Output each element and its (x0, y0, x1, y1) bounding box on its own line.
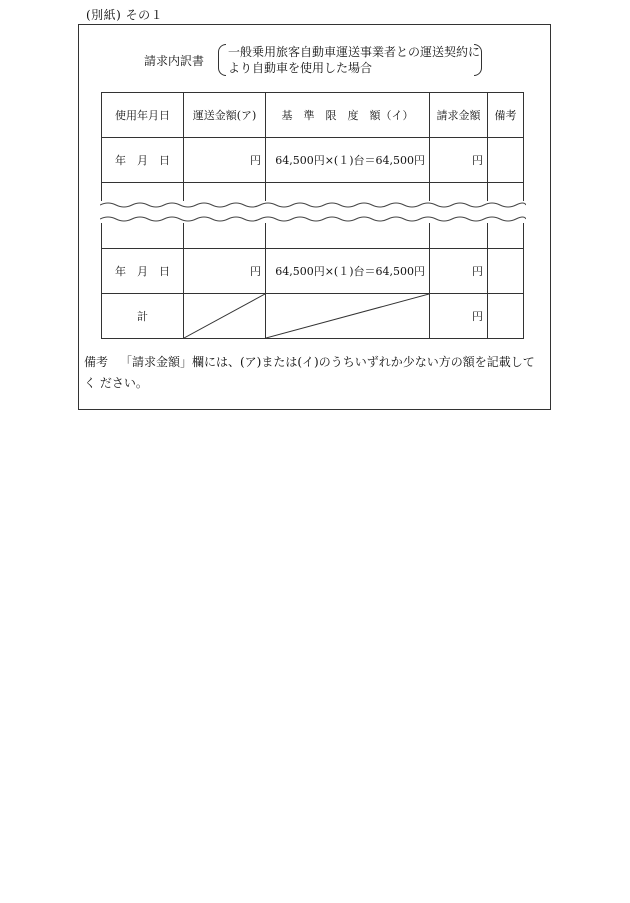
diagonal-line (184, 294, 265, 338)
case-line-1: 一般乗用旅客自動車運送事業者との運送契約に (228, 45, 481, 59)
header-standard-limit: 基 準 限 度 額（イ） (266, 93, 430, 138)
case-line-2: より自動車を使用した場合 (228, 61, 373, 75)
header-usage-date: 使用年月日 (102, 93, 184, 138)
case-description (228, 44, 480, 76)
table-row (102, 249, 524, 294)
total-label: 計 (102, 294, 184, 339)
diagonal-cell (184, 294, 266, 339)
document-title: 請求内訳書 (144, 54, 205, 68)
right-bracket (474, 44, 482, 76)
date-cell[interactable]: 年 月 日 (102, 249, 184, 294)
omission-tear-mark (100, 199, 526, 225)
table-row (102, 138, 524, 183)
table-header-row (102, 93, 524, 138)
amount-cell[interactable]: 円 (184, 249, 266, 294)
total-claim-cell[interactable]: 円 (430, 294, 488, 339)
amount-cell[interactable]: 円 (184, 138, 266, 183)
header-transport-amount: 運送金額(ア) (184, 93, 266, 138)
header-claim-amount: 請求金額 (430, 93, 488, 138)
left-bracket (218, 44, 226, 76)
note-cell[interactable] (488, 138, 524, 183)
remarks-line-1: 「請求金額」欄には、(ア)または(イ)のうちいずれか少ない方の額を記載してく (84, 355, 535, 390)
remarks-note (84, 352, 546, 394)
total-row (102, 294, 524, 339)
date-cell[interactable]: 年 月 日 (102, 138, 184, 183)
header-remarks: 備考 (488, 93, 524, 138)
diagonal-cell (266, 294, 430, 339)
note-cell[interactable] (488, 249, 524, 294)
diagonal-line (266, 294, 429, 338)
remarks-heading: 備考 (84, 355, 109, 369)
limit-cell: 64,500円×(１)台＝64,500円 (266, 249, 430, 294)
claim-cell[interactable]: 円 (430, 138, 488, 183)
limit-cell: 64,500円×(１)台＝64,500円 (266, 138, 430, 183)
attachment-label: (別紙) その１ (86, 8, 164, 22)
claim-cell[interactable]: 円 (430, 249, 488, 294)
remarks-line-2: ださい。 (99, 376, 148, 390)
total-note-cell[interactable] (488, 294, 524, 339)
